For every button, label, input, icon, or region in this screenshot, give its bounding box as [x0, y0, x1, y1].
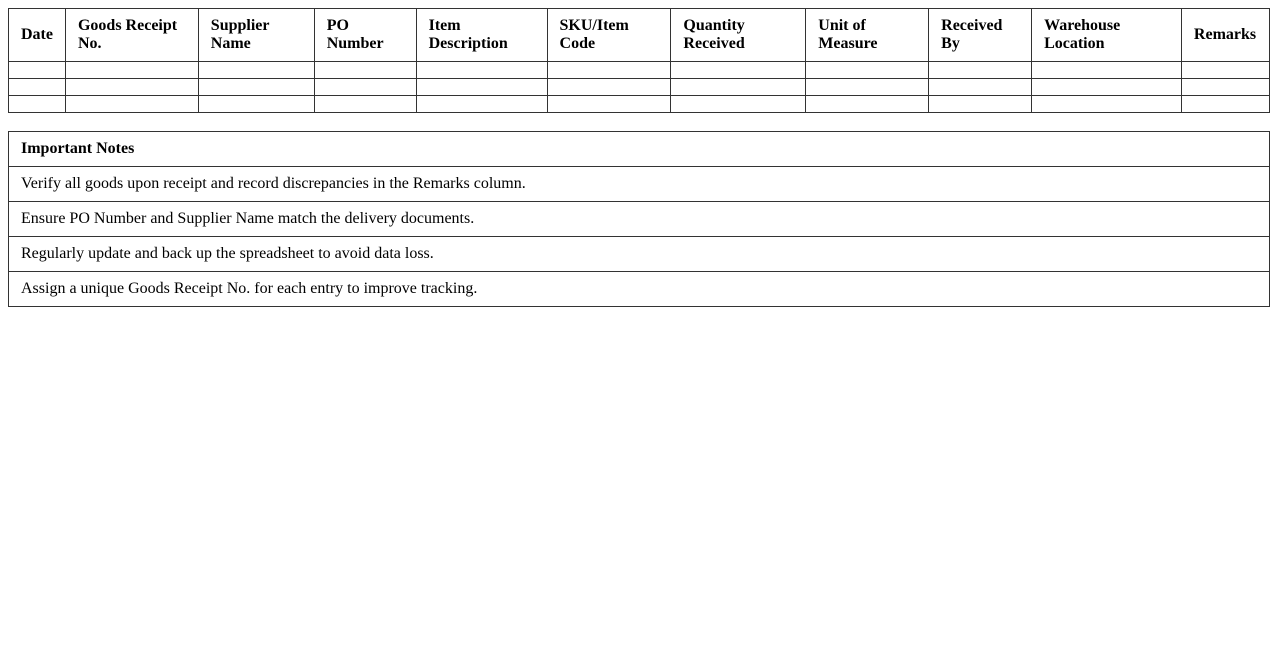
column-header-goods-receipt-no: Goods Receipt No.	[65, 9, 198, 62]
table-cell[interactable]	[65, 79, 198, 96]
table-row	[9, 96, 1270, 113]
table-cell[interactable]	[1181, 96, 1269, 113]
table-cell[interactable]	[929, 79, 1032, 96]
table-cell[interactable]	[671, 79, 806, 96]
table-cell[interactable]	[1032, 79, 1182, 96]
table-cell[interactable]	[929, 62, 1032, 79]
table-cell[interactable]	[198, 79, 314, 96]
table-cell[interactable]	[806, 96, 929, 113]
column-header-po-number: PO Number	[314, 9, 416, 62]
note-row	[9, 272, 1270, 307]
table-cell[interactable]	[65, 96, 198, 113]
goods-receipt-table	[8, 8, 1270, 113]
column-header-quantity-received: Quantity Received	[671, 9, 806, 62]
table-cell[interactable]	[198, 96, 314, 113]
table-cell[interactable]	[929, 96, 1032, 113]
note-item: Ensure PO Number and Supplier Name match the delivery documents.	[9, 202, 1270, 237]
note-row	[9, 167, 1270, 202]
table-cell[interactable]	[198, 62, 314, 79]
table-cell[interactable]	[9, 96, 66, 113]
important-notes-table	[8, 131, 1270, 307]
table-cell[interactable]	[806, 79, 929, 96]
column-header-unit-of-measure: Unit of Measure	[806, 9, 929, 62]
table-cell[interactable]	[65, 62, 198, 79]
table-cell[interactable]	[314, 96, 416, 113]
notes-title-row	[9, 132, 1270, 167]
table-cell[interactable]	[1181, 62, 1269, 79]
column-header-item-description: Item Description	[416, 9, 547, 62]
table-cell[interactable]	[547, 79, 671, 96]
table-cell[interactable]	[314, 79, 416, 96]
column-header-warehouse-location: Warehouse Location	[1032, 9, 1182, 62]
table-row	[9, 62, 1270, 79]
table-cell[interactable]	[9, 79, 66, 96]
table-cell[interactable]	[671, 96, 806, 113]
table-cell[interactable]	[314, 62, 416, 79]
table-cell[interactable]	[416, 79, 547, 96]
table-row	[9, 79, 1270, 96]
column-header-supplier-name: Supplier Name	[198, 9, 314, 62]
table-cell[interactable]	[9, 62, 66, 79]
column-header-remarks: Remarks	[1181, 9, 1269, 62]
note-row	[9, 237, 1270, 272]
note-item: Regularly update and back up the spreadsheet to avoid data loss.	[9, 237, 1270, 272]
table-cell[interactable]	[416, 62, 547, 79]
table-cell[interactable]	[1181, 79, 1269, 96]
table-cell[interactable]	[547, 62, 671, 79]
table-cell[interactable]	[806, 62, 929, 79]
table-header-row	[9, 9, 1270, 62]
note-item: Assign a unique Goods Receipt No. for each entry to improve tracking.	[9, 272, 1270, 307]
column-header-sku-item-code: SKU/Item Code	[547, 9, 671, 62]
column-header-received-by: Received By	[929, 9, 1032, 62]
notes-title: Important Notes	[9, 132, 1270, 167]
table-cell[interactable]	[547, 96, 671, 113]
table-cell[interactable]	[1032, 96, 1182, 113]
column-header-date: Date	[9, 9, 66, 62]
note-item: Verify all goods upon receipt and record discrepancies in the Remarks column.	[9, 167, 1270, 202]
table-cell[interactable]	[1032, 62, 1182, 79]
table-cell[interactable]	[416, 96, 547, 113]
note-row	[9, 202, 1270, 237]
table-cell[interactable]	[671, 62, 806, 79]
